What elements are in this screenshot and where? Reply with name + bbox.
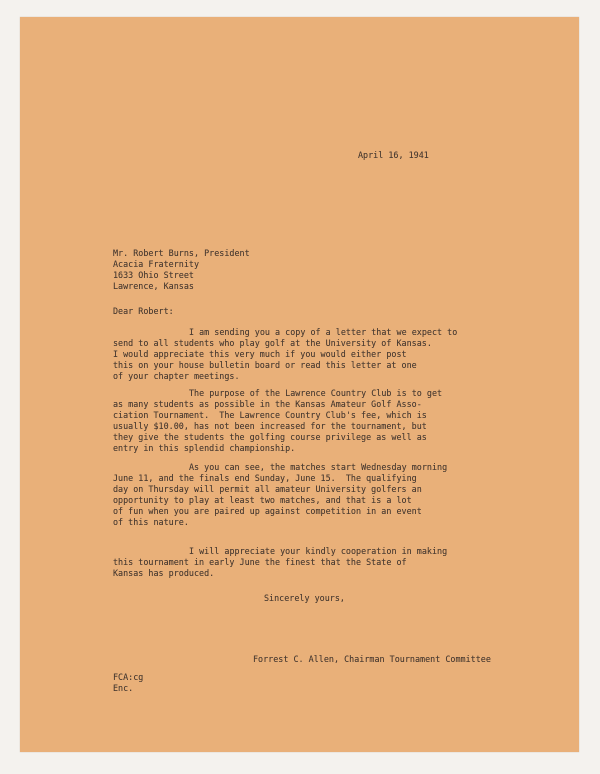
paragraph-line: opportunity to play at least two matches, and that is a lot xyxy=(113,495,412,505)
letter-date: April 16, 1941 xyxy=(358,150,429,160)
recipient-line: Mr. Robert Burns, President xyxy=(113,248,250,258)
paragraph-line: as many students as possible in the Kansas Amateur Golf Asso- xyxy=(113,399,422,409)
paragraph-line: of this nature. xyxy=(113,517,189,527)
paragraph-line: this on your house bulletin board or read this letter at one xyxy=(113,360,417,370)
recipient-line: Lawrence, Kansas xyxy=(113,281,194,291)
paragraph-line: usually $10.00, has not been increased for the tournament, but xyxy=(113,421,427,431)
paragraph-line: Kansas has produced. xyxy=(113,568,215,578)
recipient-line: 1633 Ohio Street xyxy=(113,270,194,280)
signature-block: Forrest C. Allen, Chairman Tournament Committee xyxy=(253,654,491,664)
paragraph-line: entry in this splendid championship. xyxy=(113,443,296,453)
paragraph-line: June 11, and the finals end Sunday, June 15. The qualifying xyxy=(113,473,417,483)
paragraph-line: of your chapter meetings. xyxy=(113,371,240,381)
recipient-address xyxy=(113,249,433,293)
closing: Sincerely yours, xyxy=(264,593,345,603)
paragraph-1 xyxy=(113,328,543,388)
paragraph-line: send to all students who play golf at the University of Kansas. xyxy=(113,338,432,348)
paragraph-3 xyxy=(113,463,543,533)
enclosure-note: Enc. xyxy=(113,683,134,693)
paragraph-line: this tournament in early June the finest that the State of xyxy=(113,557,407,567)
paragraph-line: they give the students the golfing course privilege as well as xyxy=(113,432,427,442)
paragraph-line: The purpose of the Lawrence Country Club is to get xyxy=(189,388,443,398)
salutation: Dear Robert: xyxy=(113,306,174,316)
paragraph-line: As you can see, the matches start Wednesday morning xyxy=(189,462,448,472)
recipient-line: Acacia Fraternity xyxy=(113,259,200,269)
paragraph-line: I will appreciate your kindly cooperation in making xyxy=(189,546,448,556)
paragraph-line: I would appreciate this very much if you would either post xyxy=(113,349,407,359)
paragraph-4 xyxy=(113,547,543,587)
paragraph-line: day on Thursday will permit all amateur University golfers an xyxy=(113,484,422,494)
paragraph-line: ciation Tournament. The Lawrence Country Club's fee, which is xyxy=(113,410,427,420)
typist-initials: FCA:cg xyxy=(113,672,144,682)
paragraph-line: I am sending you a copy of a letter that we expect to xyxy=(189,327,458,337)
paragraph-line: of fun when you are paired up against competition in an event xyxy=(113,506,422,516)
paragraph-2 xyxy=(113,389,543,459)
letter-paper xyxy=(20,17,579,752)
